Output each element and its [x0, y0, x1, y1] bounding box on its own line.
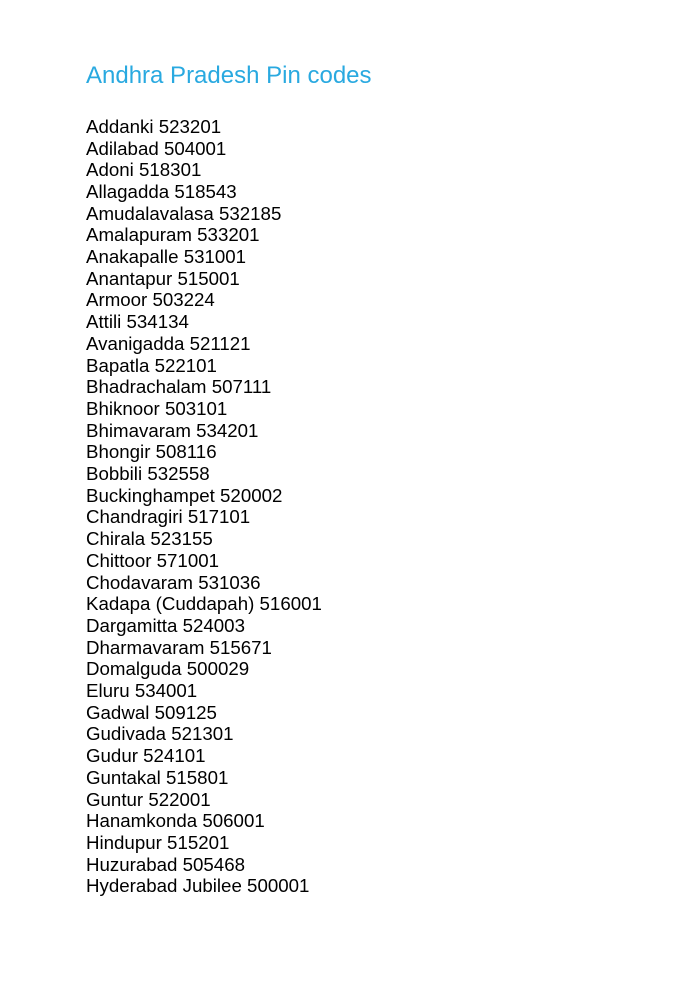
city-name: Bhiknoor — [86, 397, 160, 419]
pin-code: 521301 — [171, 723, 234, 745]
pincode-list-item — [86, 745, 660, 767]
pin-code: 522101 — [154, 354, 217, 376]
pincode-list-item — [86, 485, 660, 507]
city-name: Buckinghampet — [86, 484, 215, 506]
pin-code: 518301 — [139, 159, 202, 181]
city-name: Kadapa (Cuddapah) — [86, 593, 255, 615]
pincode-list-item — [86, 875, 660, 897]
pin-code: 515201 — [167, 832, 230, 853]
pin-code: 503101 — [164, 397, 228, 419]
pin-code: 524003 — [182, 614, 245, 636]
pin-code: 523201 — [158, 115, 222, 137]
city-name: Adoni — [86, 159, 134, 181]
city-name: Bhongir — [86, 441, 151, 463]
pin-code: 509125 — [154, 701, 217, 723]
city-name: Guntur — [86, 788, 144, 810]
pincode-list-item — [86, 289, 660, 311]
pin-code: 517101 — [187, 506, 251, 528]
pin-code: 515671 — [209, 636, 272, 658]
pincode-list-item — [86, 181, 660, 203]
pincode-list-item — [86, 463, 660, 485]
pin-code: 507111 — [211, 376, 272, 398]
page-title: Andhra Pradesh Pin codes — [86, 62, 372, 89]
city-name: Attili — [86, 311, 122, 333]
city-name: Chandragiri — [86, 506, 183, 528]
city-name: Gadwal — [86, 701, 150, 723]
pincode-list-item — [86, 441, 660, 463]
city-name: Chirala — [86, 528, 146, 550]
city-name: Gudivada — [86, 723, 166, 745]
pincode-list-item — [86, 572, 660, 594]
pincode-list-item — [86, 246, 660, 268]
pin-code: 533201 — [197, 224, 260, 246]
pincode-list-item — [86, 680, 660, 702]
pincode-list-item — [86, 528, 660, 550]
pincode-list-item — [86, 268, 660, 290]
pincode-list-item — [86, 702, 660, 724]
city-name: Avanigadda — [86, 332, 185, 354]
pin-code: 524101 — [143, 745, 206, 767]
city-name: Bapatla — [86, 354, 150, 376]
city-name: Anantapur — [86, 267, 173, 289]
city-name: Domalguda — [86, 658, 182, 680]
city-name: Gudur — [86, 745, 138, 767]
pin-code: 534001 — [134, 680, 198, 702]
pin-code: 503224 — [152, 289, 215, 311]
pincode-list-item — [86, 723, 660, 745]
pin-code: 532558 — [147, 463, 210, 485]
city-name: Addanki — [86, 115, 154, 137]
city-name: Guntakal — [86, 766, 161, 788]
pin-code: 516001 — [259, 593, 322, 615]
pincode-list-item — [86, 116, 660, 138]
pincode-list-item — [86, 593, 660, 615]
pincode-list-item — [86, 637, 660, 659]
city-name: Bhimavaram — [86, 419, 191, 441]
pincode-list-item — [86, 376, 660, 398]
city-name: Adilabad — [86, 137, 159, 159]
city-name: Anakapalle — [86, 246, 179, 268]
pincode-list-item — [86, 854, 660, 876]
pin-code: 506001 — [202, 810, 265, 832]
pin-code: 532185 — [218, 202, 282, 224]
city-name: Dharmavaram — [86, 636, 205, 658]
city-name: Allagadda — [86, 180, 170, 202]
pincode-list-item — [86, 311, 660, 333]
pincode-list — [86, 116, 660, 897]
pincode-list-item — [86, 658, 660, 680]
pincode-list-item — [86, 789, 660, 811]
pincode-list-item — [86, 333, 660, 355]
pin-code: 515001 — [177, 267, 240, 289]
city-name: Amudalavalasa — [86, 202, 214, 224]
pincode-list-item — [86, 767, 660, 789]
city-name: Chodavaram — [86, 571, 193, 593]
pincode-list-item — [86, 138, 660, 160]
pincode-list-item — [86, 810, 660, 832]
city-name: Bobbili — [86, 463, 143, 485]
pin-code: 531001 — [183, 246, 247, 268]
pincode-list-item — [86, 203, 660, 225]
pincode-list-item — [86, 224, 660, 246]
city-name: Eluru — [86, 680, 130, 702]
pin-code: 523155 — [150, 528, 213, 550]
city-name: Hyderabad Jubilee — [86, 875, 242, 897]
city-name: Armoor — [86, 289, 148, 311]
pin-code: 518543 — [174, 180, 237, 202]
pincode-list-item — [86, 615, 660, 637]
pin-code: 531036 — [198, 571, 261, 593]
pincode-list-item — [86, 420, 660, 442]
pin-code: 534201 — [196, 419, 259, 441]
pin-code: 571001 — [156, 549, 219, 571]
pincode-list-item — [86, 159, 660, 181]
pin-code: 515801 — [166, 766, 229, 788]
city-name: Bhadrachalam — [86, 376, 207, 398]
pin-code: 504001 — [163, 137, 227, 159]
pincode-list-item — [86, 550, 660, 572]
pin-code: 521121 — [189, 332, 251, 354]
pincode-list-item — [86, 355, 660, 377]
pin-code: 522001 — [148, 788, 211, 810]
pin-code: 520002 — [220, 484, 283, 506]
city-name: Amalapuram — [86, 224, 192, 246]
pincode-list-item — [86, 506, 660, 528]
pincode-list-item — [86, 832, 660, 854]
pincode-list-item — [86, 398, 660, 420]
pin-code: 508116 — [155, 441, 217, 463]
pin-code: 500029 — [186, 658, 250, 680]
pin-code: 500001 — [247, 875, 310, 897]
city-name: Dargamitta — [86, 614, 178, 636]
city-name: Chittoor — [86, 549, 152, 571]
city-name: Hanamkonda — [86, 810, 198, 832]
city-name: Hindupur — [86, 832, 162, 853]
pin-code: 534134 — [126, 311, 189, 333]
pin-code: 505468 — [182, 853, 245, 875]
city-name: Huzurabad — [86, 853, 178, 875]
